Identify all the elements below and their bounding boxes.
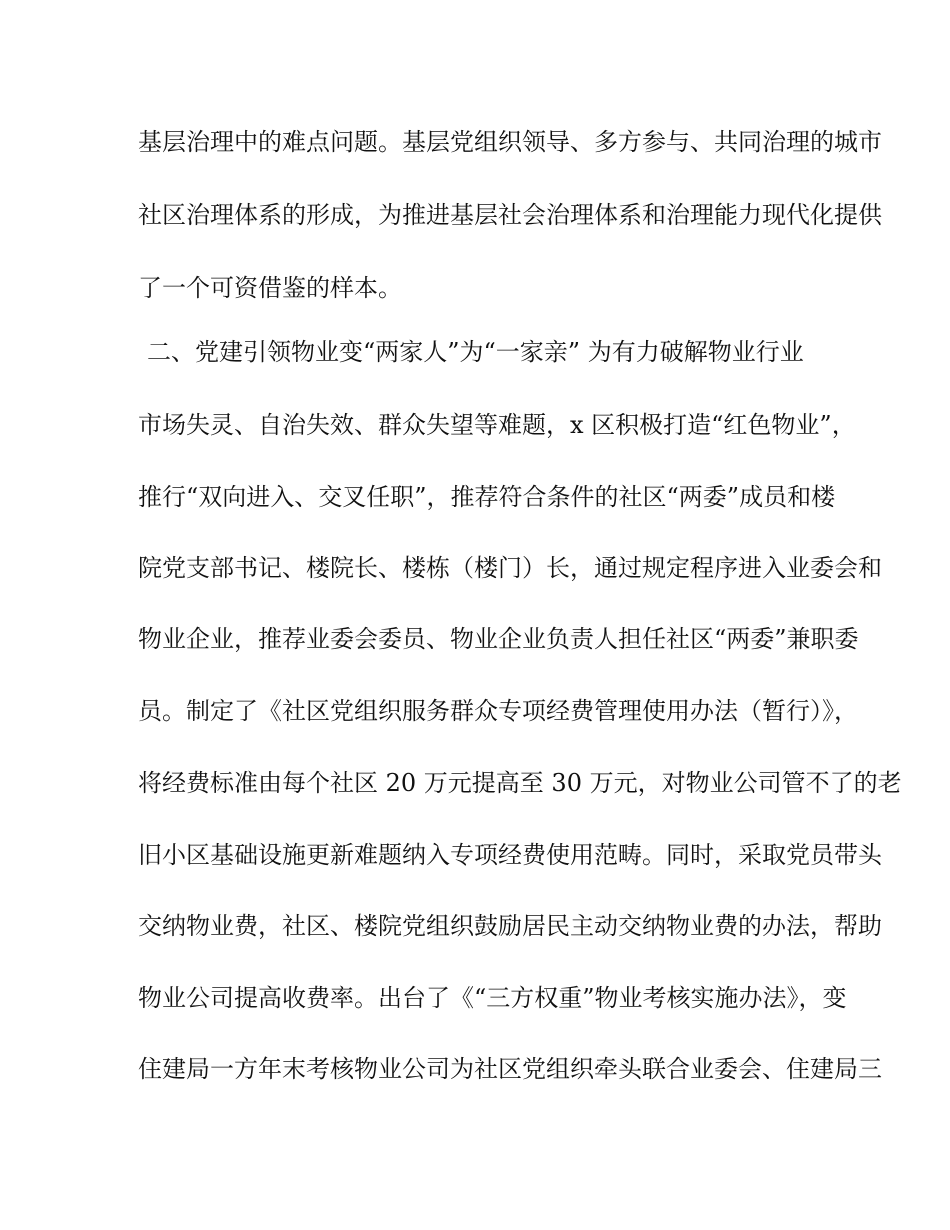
text-line: 社区治理体系的形成，为推进基层社会治理体系和治理能力现代化提供 [138,201,882,229]
text-line: 旧小区基础设施更新难题纳入专项经费使用范畴。同时，采取党员带头 [138,841,882,869]
text-line: 住建局一方年末考核物业公司为社区党组织牵头联合业委会、住建局三 [138,1055,882,1083]
section-heading-line: 二、党建引领物业变“两家人”为“一家亲” 为有力破解物业行业 [147,338,804,366]
text-line: 推行“双向进入、交叉任职”，推荐符合条件的社区“两委”成员和楼 [138,483,836,511]
text-line: 基层治理中的难点问题。基层党组织领导、多方参与、共同治理的城市 [138,128,882,156]
text-line: 物业企业，推荐业委会委员、物业企业负责人担任社区“两委”兼职委 [138,625,859,653]
text-line: 了一个可资借鉴的样本。 [138,274,402,302]
text-line: 交纳物业费，社区、楼院党组织鼓励居民主动交纳物业费的办法，帮助 [138,912,882,940]
text-line: 院党支部书记、楼院长、楼栋（楼门）长，通过规定程序进入业委会和 [138,554,882,582]
text-line: 市场失灵、自治失效、群众失望等难题，x 区积极打造“红色物业”， [138,411,856,439]
text-line: 将经费标准由每个社区 20 万元提高至 30 万元，对物业公司管不了的老 [138,769,902,797]
text-line: 员。制定了《社区党组织服务群众专项经费管理使用办法（暂行）》， [138,697,858,725]
text-line: 物业公司提高收费率。出台了《“三方权重”物业考核实施办法》，变 [138,984,847,1012]
